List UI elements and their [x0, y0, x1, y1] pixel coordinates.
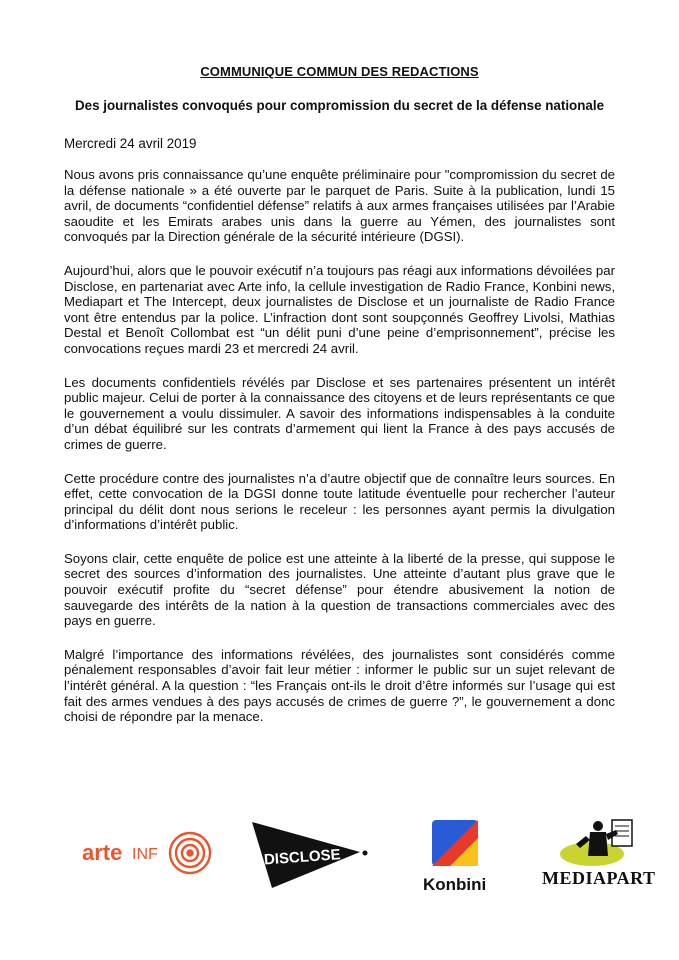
document-date: Mercredi 24 avril 2019 [64, 136, 197, 151]
document-heading: COMMUNIQUE COMMUN DES REDACTIONS [200, 64, 479, 79]
arte-wordmark: arte [82, 840, 123, 865]
document-body [64, 167, 615, 743]
paragraph-4: Cette procédure contre des journalistes n’a d’autre objectif que de connaître leurs sources. En effet, cette convocation de la DGSI donne toute latitude éventuelle pour rechercher l’auteur principal du délit dont nous serions le receleur : les personnes ayant permis la divulgation d’informations d’intérêt public. [64, 470, 615, 533]
paragraph-2: Aujourd’hui, alors que le pouvoir exécutif n’a toujours pas réagi aux informations dévoilées par Disclose, en partenariat avec Arte info, la cellule investigation de Radio France, Konbini news, Mediapart et The Intercept, deux journalistes de Disclose et un journaliste de Radio France vont être entendus par la police. L’infraction dont sont soupçonnés Geoffrey Livolsi, Mathias Destal et Benoît Collombat est “un délit puni d’une peine d’emprisonnement”, précise les convocations reçues mardi 23 et mercredi 24 avril. [64, 262, 615, 356]
disclose-logo [250, 820, 370, 890]
document-subheading: Des journalistes convoqués pour compromission du secret de la défense nationale [74, 98, 605, 113]
paragraph-1: Nous avons pris connaissance qu’une enquête préliminaire pour "compromission du secret de la défense nationale » a été ouverte par le parquet de Paris. Suite à la publication, lundi 15 avril, de documents “confidentiel défense” relatifs à aux armes françaises utilisées par l’Arabie saoudite et les Emirats arabes unis dans la guerre au Yémen, des journalistes sont convoqués par la Direction générale de la sécurité intérieure (DGSI). [64, 167, 615, 245]
mediapart-logo [540, 812, 660, 892]
konbini-emblem-icon [432, 820, 478, 866]
arte-info-spiral-icon [170, 833, 210, 873]
konbini-wordmark: Konbini [423, 875, 487, 894]
konbini-logo [420, 818, 495, 898]
paragraph-6: Malgré l’importance des informations révélées, des journalistes sont considérés comme pénalement responsables d’avoir fait leur métier : informer le public sur un sujet relevant de l’intérêt général. A la question : “les Français ont-ils le droit d’être informés sur l’usage qui est fait des armes vendues à des pays accusés de crimes de guerre ?”, le gouvernement a donc choisi de répondre par la menace. [64, 646, 615, 725]
partner-logos [0, 810, 679, 900]
paragraph-5: Soyons clair, cette enquête de police est une atteinte à la liberté de la presse, qui suppose le secret des sources d’information des journalistes. Une atteinte d’autant plus grave que le pouvoir exécutif profite du “secret défense” pour étendre abusivement la notion de sauvegarde des intérêts de la nation à la question de transactions commerciales avec des pays en guerre. [64, 550, 615, 629]
arte-info-wordmark: INF [132, 846, 158, 863]
disclose-wordmark: DISCLOSE [263, 846, 342, 869]
mediapart-crier-icon [560, 820, 632, 866]
paragraph-3: Les documents confidentiels révélés par Disclose et ses partenaires présentent un intérêt public majeur. Celui de porter à la connaissance des citoyens et de leurs représentants ce que le gouvernement a voulu dissimuler. A savoir des informations indispensables à la conduite d’un débat équilibré sur les contrats d’armement qui lient la France à des pays accusés de crimes de guerre. [64, 374, 615, 452]
mediapart-wordmark: MEDIAPART [542, 868, 656, 888]
arte-info-logo [80, 828, 215, 878]
disclose-dot-icon [363, 851, 368, 856]
